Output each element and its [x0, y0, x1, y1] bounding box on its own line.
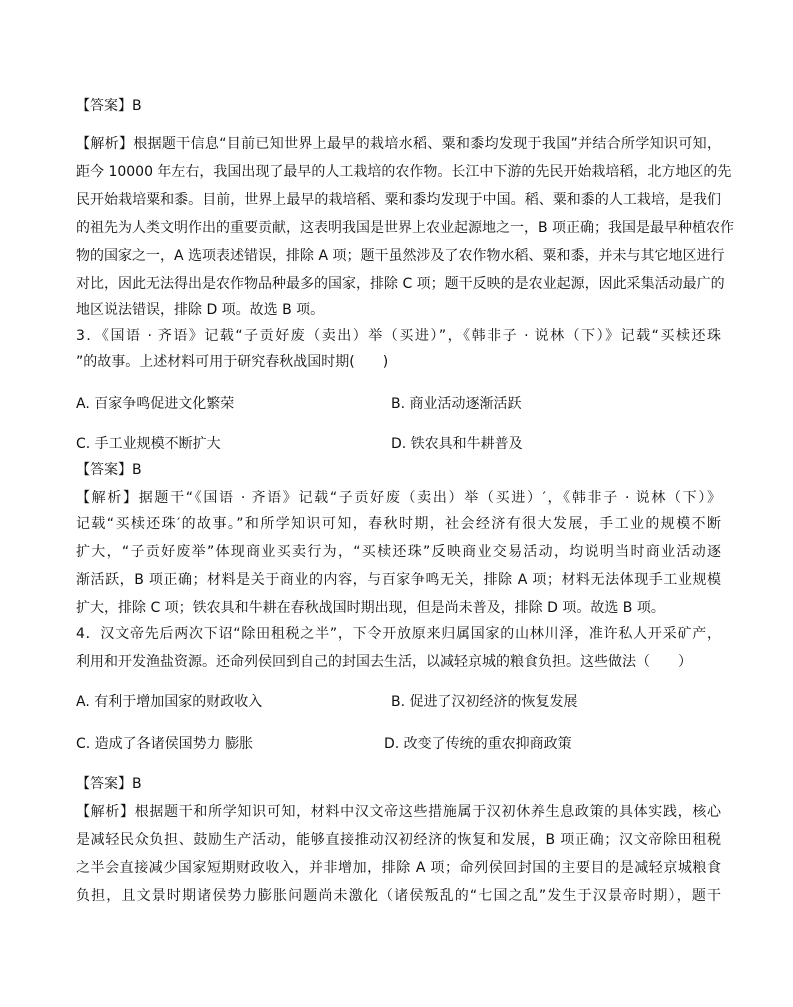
question-3-stem-2: ”的故事。上述材料可用于研究春秋战国时期( )	[76, 354, 389, 370]
question-4-option-b: B. 促进了汉初经济的恢复发展	[391, 694, 578, 710]
explanation-line-q4-2: 是减轻民众负担、鼓励生产活动，能够直接推动汉初经济的恢复和发展，B 项正确；汉文帝除田租税	[76, 832, 721, 848]
answer-line-q3: 【答案】B	[76, 462, 142, 478]
question-4-option-c: C. 造成了各诸侯国势力 膨胀	[76, 736, 254, 752]
explanation-line-q2-1: 【解析】根据题干信息“目前已知世界上最早的栽培水稻、粟和黍均发现于我国”并结合所学知识可知，	[76, 136, 721, 152]
explanation-line-q3-5: 扩大，排除 C 项；铁农具和牛耕在春秋战国时期出现，但是尚未普及，排除 D 项。故选 B 项。	[76, 600, 665, 616]
explanation-line-q2-7: 地区说法错误，排除 D 项。故选 B 项。	[76, 302, 325, 318]
answer-line-q2: 【答案】B	[76, 98, 142, 114]
question-3-option-d: D. 铁农具和牛耕普及	[391, 436, 523, 452]
explanation-line-q2-5: 物的国家之一，A 选项表述错误，排除 A 项；题干虽然涉及了农作物水稻、粟和黍，并未与其它地区进行	[76, 248, 725, 264]
explanation-line-q2-2: 距今 10000 年左右，我国出现了最早的人工栽培的农作物。长江中下游的先民开始栽培稻，北方地区的先	[76, 164, 732, 180]
explanation-line-q4-4: 负担，且文景时期诸侯势力膨胀问题尚未激化（诸侯叛乱的“七国之乱”发生于汉景帝时期），题干	[76, 888, 721, 904]
explanation-line-q4-1: 【解析】根据题干和所学知识可知，材料中汉文帝这些措施属于汉初休养生息政策的具体实践，核心	[76, 804, 721, 820]
explanation-line-q3-3: 扩大，“子贡好废举”体现商业买卖行为，“买椟还珠”反映商业交易活动，均说明当时商业活动逐	[76, 544, 721, 560]
question-4-stem-2: 利用和开发渔盐资源。还命列侯回到自己的封国去生活，以减轻京城的粮食负担。这些做法（ ）	[76, 654, 692, 670]
question-4-stem-1: 4．汉文帝先后两次下诏“除田租税之半”，下令开放原来归属国家的山林川泽，准许私人开采矿产，	[76, 626, 721, 642]
question-4-option-d: D. 改变了传统的重农抑商政策	[384, 736, 572, 752]
answer-line-q4: 【答案】B	[76, 776, 142, 792]
explanation-line-q2-3: 民开始栽培粟和黍。目前，世界上最早的栽培稻、粟和黍均发现于中国。稻、粟和黍的人工栽培，是我们	[76, 192, 721, 208]
explanation-line-q3-1: 【解析】据题干“《国语 · 齐语》记载“子贡好废（卖出）举（买进）′，《韩非子 · 说林（下）》	[76, 490, 721, 506]
question-3-option-a: A. 百家争鸣促进文化繁荣	[76, 396, 235, 412]
explanation-line-q3-4: 渐活跃，B 项正确；材料是关于商业的内容，与百家争鸣无关，排除 A 项；材料无法体现手工业规模	[76, 572, 721, 588]
question-3-stem-1: 3．《国语 · 齐语》记载“子贡好废（卖出）举（买进）”，《韩非子 · 说林（下）》记载“买椟还珠	[76, 328, 721, 344]
explanation-line-q2-6: 对比，因此无法得出是农作物品种最多的国家，排除 C 项；题干反映的是农业起源，因此采集活动最广的	[76, 276, 725, 292]
explanation-line-q3-2: 记载“买椟还珠′的故事。”和所学知识可知，春秋时期，社会经济有很大发展，手工业的规模不断	[76, 516, 721, 532]
question-3-option-c: C. 手工业规模不断扩大	[76, 436, 221, 452]
explanation-line-q4-3: 之半会直接减少国家短期财政收入，并非增加，排除 A 项；命列侯回封国的主要目的是减轻京城粮食	[76, 860, 721, 876]
question-3-option-b: B. 商业活动逐渐活跃	[391, 396, 522, 412]
explanation-line-q2-4: 的祖先为人类文明作出的重要贡献，这表明我国是世界上农业起源地之一，B 项正确；我国是最早种植农作	[76, 220, 735, 236]
question-4-option-a: A. 有利于增加国家的财政收入	[76, 694, 263, 710]
